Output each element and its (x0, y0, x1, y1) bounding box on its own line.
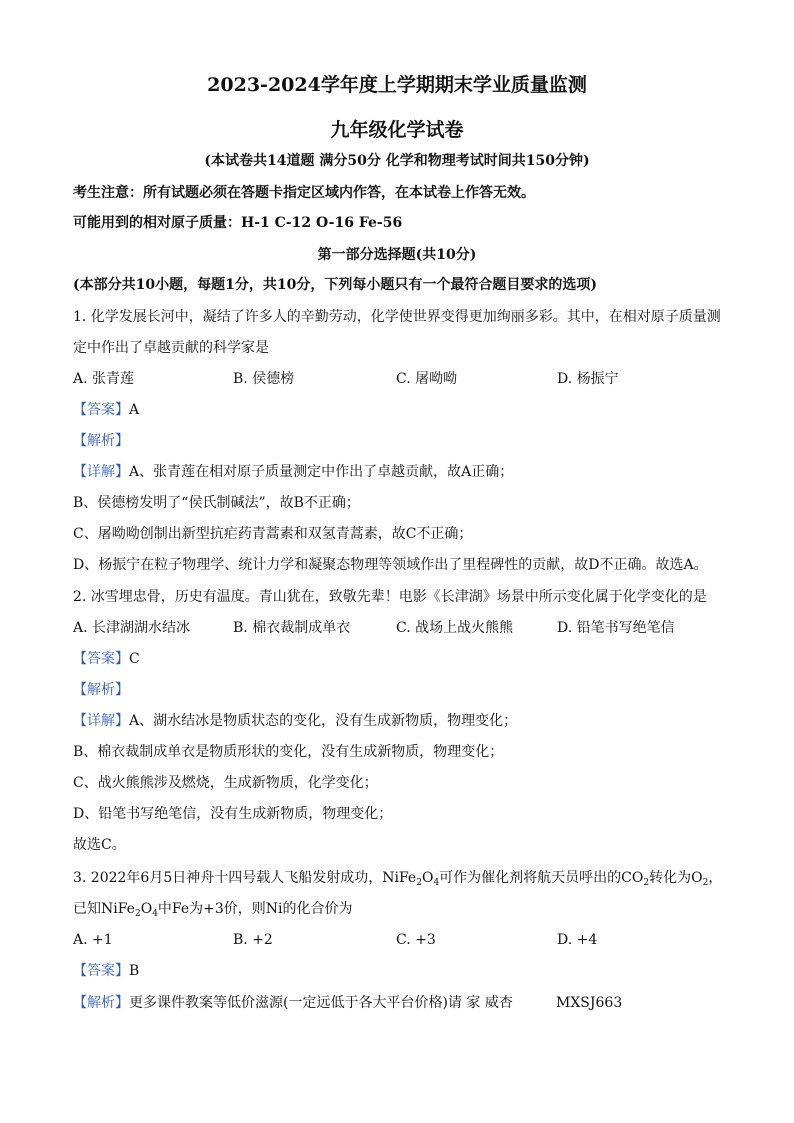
detail-tag: 【详解】 (73, 464, 129, 480)
analysis-tag: 【解析】 (73, 995, 129, 1011)
q2-option-a: A. 长津湖湖水结冰 (73, 620, 191, 636)
q2-detail-line1: 【详解】A、湖水结冰是物质状态的变化，没有生成新物质，物理变化； (73, 713, 518, 729)
detail-tag: 【详解】 (73, 713, 129, 729)
section-instruction: (本部分共10小题，每题1分，共10分，下列每小题只有一个最符合题目要求的选项) (73, 277, 597, 293)
exam-info: (本试卷共14道题 满分50分 化学和物理考试时间共150分钟) (204, 153, 590, 169)
q2-analysis-heading (73, 680, 129, 700)
q1-option-c: C. 屠呦呦 (396, 371, 458, 387)
q1-analysis-heading (73, 431, 129, 451)
q1-answer-value: A (129, 402, 140, 418)
q3-code: MXSJ663 (556, 995, 623, 1011)
exam-title: 2023-2024学年度上学期期末学业质量监测 (207, 74, 587, 96)
q2-option-c: C. 战场上战火熊熊 (396, 620, 514, 636)
q1-option-b: B. 侯德榜 (233, 371, 295, 387)
q1-stem-line1: 1. 化学发展长河中，凝结了许多人的辛勤劳动，化学使世界变得更加绚丽多彩。其中，在相对原子质量测 (73, 309, 721, 325)
q1-detail-line2: B、侯德榜发明了“侯氏制碱法”，故B不正确； (73, 495, 360, 511)
q3-option-b: B. +2 (233, 932, 273, 948)
q2-answer (73, 649, 140, 669)
q3-stem-line2: 已知$NiFe_2O_4$中Fe为+3价，则Ni的化合价为 (73, 901, 353, 919)
q3-answer (73, 961, 139, 981)
q2-option-d: D. 铅笔书写绝笔信 (557, 620, 675, 636)
q2-option-b: B. 棉衣裁制成单衣 (233, 620, 351, 636)
q3-option-d: D. +4 (557, 932, 598, 948)
atomic-mass-line: 可能用到的相对原子质量：H-1 C-12 O-16 Fe-56 (73, 215, 403, 231)
q3-analysis-line: 【解析】更多课件教案等低价滋源(一定远低于各大平台价格)请 家 威杏 (73, 995, 513, 1011)
q1-option-a: A. 张青莲 (73, 371, 135, 387)
q1-stem-line2: 定中作出了卓越贡献的科学家是 (73, 340, 269, 356)
q3-option-a: A. +1 (73, 932, 113, 948)
answer-tag: 【答案】 (73, 651, 129, 667)
exam-subtitle: 九年级化学试卷 (330, 119, 464, 141)
q2-stem: 2. 冰雪埋忠骨，历史有温度。青山犹在，致敬先辈！电影《长津湖》场景中所示变化属于化学变化的是 (73, 589, 707, 605)
q1-detail-line4: D、杨振宁在粒子物理学、统计力学和凝聚态物理等领域作出了里程碑性的贡献，故D不正确。故选A。 (73, 557, 708, 573)
analysis-tag: 【解析】 (73, 682, 129, 698)
q2-detail-line4: D、铅笔书写绝笔信，没有生成新物质，物理变化； (73, 806, 393, 822)
analysis-tag: 【解析】 (73, 433, 129, 449)
q2-detail-line3: C、战火熊熊涉及燃烧，生成新物质，化学变化； (73, 775, 378, 791)
q3-stem-line1: 3. 2022年6月5日神舟十四号载人飞船发射成功，$NiFe_2O_4$可作为催化剂将航天员呼出的$CO_2$转化为$O_2$， (73, 870, 723, 888)
answer-tag: 【答案】 (73, 402, 129, 418)
q1-detail-line3: C、屠呦呦创制出新型抗疟药青蒿素和双氢青蒿素，故C不正确； (73, 526, 473, 542)
q1-detail-line1: 【详解】A、张青莲在相对原子质量测定中作出了卓越贡献，故A正确； (73, 464, 514, 480)
q2-detail-line2: B、棉衣裁制成单衣是物质形状的变化，没有生成新物质，物理变化； (73, 744, 504, 760)
section-title: 第一部分选择题(共10分) (317, 247, 477, 263)
exam-notice: 考生注意：所有试题必须在答题卡指定区域内作答，在本试卷上作答无效。 (73, 185, 535, 201)
q3-option-c: C. +3 (396, 932, 436, 948)
q3-answer-value: B (129, 963, 140, 979)
q1-option-d: D. 杨振宁 (557, 371, 619, 387)
q2-answer-value: C (129, 651, 140, 667)
answer-tag: 【答案】 (73, 963, 129, 979)
q1-answer (73, 400, 139, 420)
q2-detail-line5: 故选C。 (73, 837, 126, 853)
